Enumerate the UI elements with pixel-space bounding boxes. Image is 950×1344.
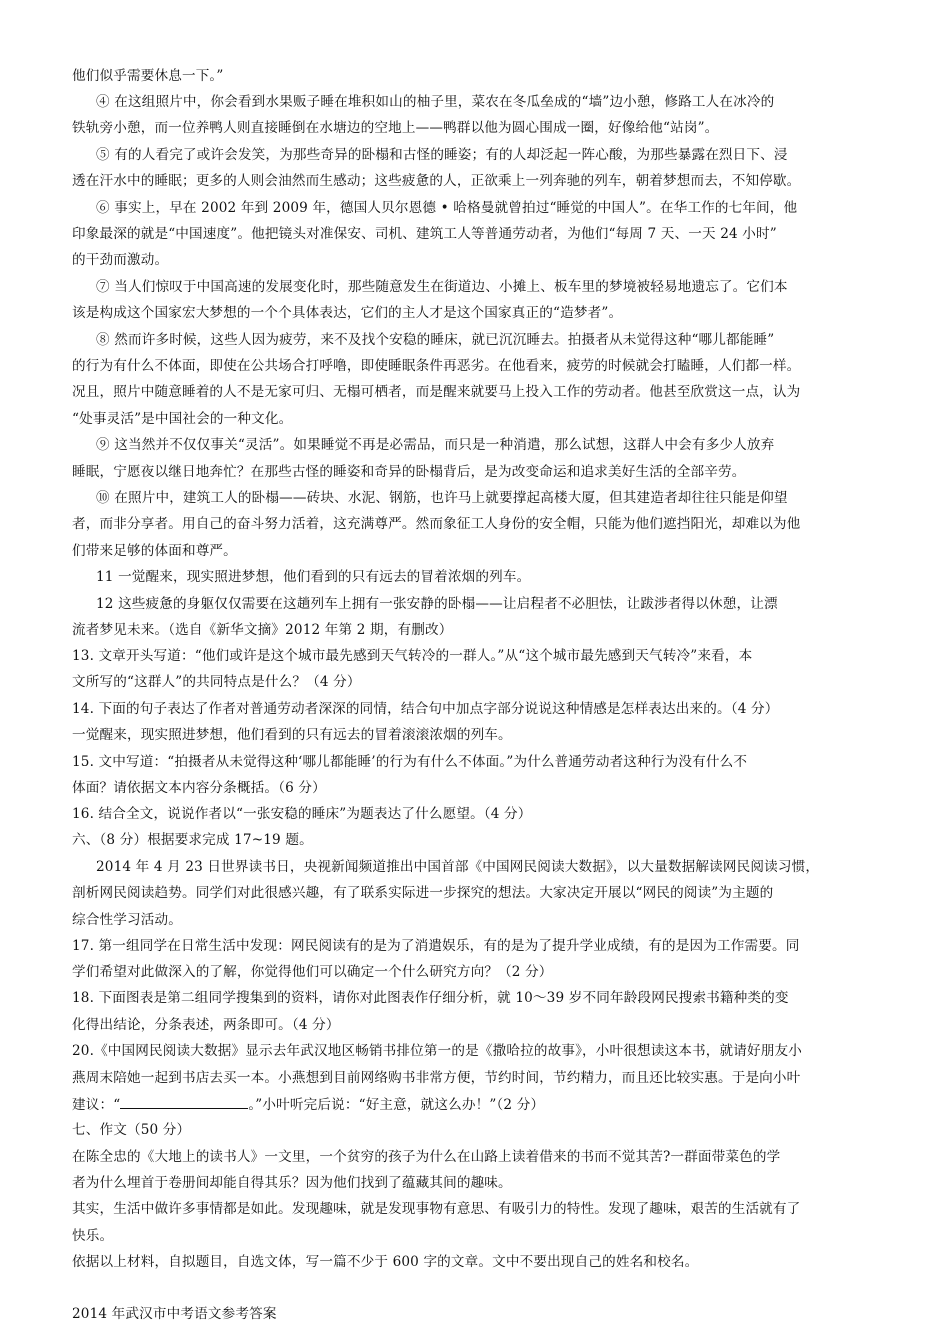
answer-suffix: 。”小叶听完后说：“好主意，就这么办！”（2 分） <box>248 1097 545 1113</box>
text-line-c-d: 快乐。 <box>72 1228 114 1244</box>
text-line-q20-b: 燕周末陪她一起到书店去买一本。小燕想到目前网络购书非常方便，节约时间，节约精力，而且还比较实惠。于是向小叶 <box>72 1070 801 1086</box>
text-line-p6-b: 印象最深的就是“中国速度”。他把镜头对准保安、司机、建筑工人等普通劳动者，为他们“每周 7 天、一天 24 小时” <box>72 226 777 242</box>
text-line-q15-a: 15. 文中写道：“拍摄者从未觉得这种‘哪儿都能睡’的行为有什么不体面。”为什么普通劳动者这种行为没有什么不 <box>72 754 748 770</box>
text-line-sec6: 六、（8 分）根据要求完成 17~19 题。 <box>72 832 313 848</box>
text-line-s6-c: 综合性学习活动。 <box>72 912 182 928</box>
text-line-p10-b: 者，而非分享者。用自己的奋斗努力活着，这充满尊严。然而象征工人身份的安全帽，只能为他们遮挡阳光，却难以为他 <box>72 516 801 532</box>
text-line-p7-b: 该是构成这个国家宏大梦想的一个个具体表达，它们的主人才是这个国家真正的“造梦者”。 <box>72 305 623 321</box>
text-line-q20-a: 20.《中国网民阅读大数据》显示去年武汉地区畅销书排位第一的是《撒哈拉的故事》，小叶很想读这本书，就请好朋友小 <box>72 1043 802 1059</box>
text-line-q13-b: 文所写的“这群人”的共同特点是什么？（4 分） <box>72 674 361 690</box>
text-line-sec7: 七、作文（50 分） <box>72 1122 191 1138</box>
text-line-p7-a: ⑦ 当人们惊叹于中国高速的发展变化时，那些随意发生在街道边、小摊上、板车里的梦境被轻易地遗忘了。它们本 <box>96 279 788 295</box>
text-line-q20-c <box>72 1092 544 1116</box>
text-line-p4-b: 铁轨旁小憩，而一位养鸭人则直接睡倒在水塘边的空地上——鸭群以他为圆心围成一圈，好像给他“站岗”。 <box>72 120 719 136</box>
text-line-p12-b: 流者梦见未来。（选自《新华文摘》2012 年第 2 期，有删改） <box>72 622 453 638</box>
text-line-q18-a: 18. 下面图表是第二组同学搜集到的资料，请你对此图表作仔细分析，就 10～39 岁不同年龄段网民搜索书籍种类的变 <box>72 990 789 1006</box>
text-line-q17-a: 17. 第一组同学在日常生活中发现：网民阅读有的是为了消遣娱乐，有的是为了提升学业成绩，有的是因为工作需要。同 <box>72 938 800 954</box>
text-line-s6-a: 2014 年 4 月 23 日世界读书日，央视新闻频道推出中国首部《中国网民阅读大数据》，以大量数据解读网民阅读习惯， <box>96 859 820 875</box>
text-line-s6-b: 剖析网民阅读趋势。同学们对此很感兴趣，有了联系实际进一步探究的想法。大家决定开展以“网民的阅读”为主题的 <box>72 885 774 901</box>
text-line-c-e: 依据以上材料，自拟题目，自选文体，写一篇不少于 600 字的文章。文中不要出现自己的姓名和校名。 <box>72 1254 699 1270</box>
text-line-p12-a: 12 这些疲惫的身躯仅仅需要在这趟列车上拥有一张安静的卧榻——让启程者不必胆怯，让跋涉者得以休憩，让漂 <box>96 596 778 612</box>
text-line-q15-b: 体面？请依据文本内容分条概括。（6 分） <box>72 780 326 796</box>
text-line-p3-end: 他们似乎需要休息一下。” <box>72 68 224 84</box>
text-line-q18-b: 化得出结论，分条表述，两条即可。（4 分） <box>72 1017 340 1033</box>
answer-blank[interactable] <box>120 1092 248 1109</box>
text-line-p8-d: “处事灵活”是中国社会的一种文化。 <box>72 411 293 427</box>
text-line-c-a: 在陈全忠的《大地上的读书人》一文里，一个贫穷的孩子为什么在山路上读着借来的书而不觉其苦?一群面带菜色的学 <box>72 1149 781 1165</box>
text-line-p4-a: ④ 在这组照片中，你会看到水果贩子睡在堆积如山的柚子里，菜农在冬瓜垒成的“墙”边小憩，修路工人在冰冷的 <box>96 94 775 110</box>
text-line-q14-b: 一觉醒来，现实照进梦想，他们看到的只有远去的冒着滚滚浓烟的列车。 <box>72 727 512 743</box>
text-line-p6-a: ⑥ 事实上，早在 2002 年到 2009 年，德国人贝尔恩德 • 哈格曼就曾拍过“睡觉的中国人”。在华工作的七年间，他 <box>96 200 798 216</box>
text-line-c-b: 者为什么埋首于卷册间却能自得其乐？因为他们找到了蕴藏其间的趣味。 <box>72 1175 512 1191</box>
text-line-p9-a: ⑨ 这当然并不仅仅事关“灵活”。如果睡觉不再是必需品，而只是一种消遣，那么试想，这群人中会有多少人放弃 <box>96 437 775 453</box>
text-line-p8-b: 的行为有什么不体面，即使在公共场合打呼噜，即使睡眠条件再恶劣。在他看来，疲劳的时候就会打瞌睡，人们都一样。 <box>72 358 801 374</box>
text-line-p10-a: ⑩ 在照片中，建筑工人的卧榻——砖块、水泥、钢筋，也许马上就要撑起高楼大厦，但其建造者却往往只能是仰望 <box>96 490 788 506</box>
text-line-p5-b: 透在汗水中的睡眠；更多的人则会油然而生感动；这些疲惫的人，正欲乘上一列奔驰的列车，朝着梦想而去，不知停歇。 <box>72 173 801 189</box>
text-line-p8-c: 况且，照片中随意睡着的人不是无家可归、无榻可栖者，而是醒来就要马上投入工作的劳动者。他甚至欣赏这一点，认为 <box>72 384 801 400</box>
text-line-p10-c: 们带来足够的体面和尊严。 <box>72 543 237 559</box>
text-line-q17-b: 学们希望对此做深入的了解，你觉得他们可以确定一个什么研究方向？（2 分） <box>72 964 553 980</box>
text-line-c-c: 其实，生活中做许多事情都是如此。发现趣味，就是发现事物有意思、有吸引力的特性。发现了趣味，艰苦的生活就有了 <box>72 1201 801 1217</box>
text-line-p11: 11 一觉醒来，现实照进梦想，他们看到的只有远去的冒着浓烟的列车。 <box>96 569 531 585</box>
text-line-q13-a: 13. 文章开头写道：“他们或许是这个城市最先感到天气转冷的一群人。”从“这个城市最先感到天气转冷”来看，本 <box>72 648 753 664</box>
text-line-q16: 16. 结合全文，说说作者以“一张安稳的睡床”为题表达了什么愿望。（4 分） <box>72 806 532 822</box>
text-line-ans: 2014 年武汉市中考语文参考答案 <box>72 1306 277 1322</box>
answer-prompt: 建议：“ <box>72 1097 121 1113</box>
text-line-p5-a: ⑤ 有的人看完了或许会发笑，为那些奇异的卧榻和古怪的睡姿；有的人却泛起一阵心酸，为那些暴露在烈日下、浸 <box>96 147 788 163</box>
text-line-p9-b: 睡眠，宁愿夜以继日地奔忙？在那些古怪的睡姿和奇异的卧榻背后，是为改变命运和追求美好生活的全部辛劳。 <box>72 464 746 480</box>
text-line-p8-a: ⑧ 然而许多时候，这些人因为疲劳，来不及找个安稳的睡床，就已沉沉睡去。拍摄者从未觉得这种“哪儿都能睡” <box>96 332 775 348</box>
text-line-p6-c: 的干劲而激动。 <box>72 252 169 268</box>
text-line-q14-a: 14. 下面的句子表达了作者对普通劳动者深深的同情，结合句中加点字部分说说这种情感是怎样表达出来的。（4 分） <box>72 701 779 717</box>
